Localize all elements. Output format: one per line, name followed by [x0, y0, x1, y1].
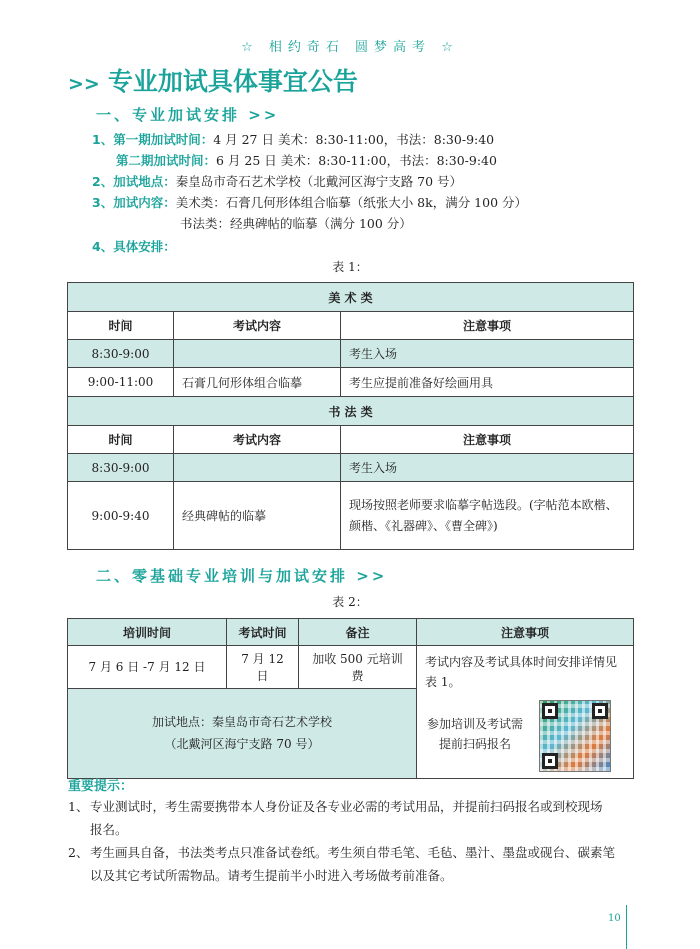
location-line: [92, 172, 462, 190]
content-art: 美术类：石膏几何形体组合临摹（纸张大小 8k，满分 100 分）: [175, 195, 528, 210]
table-row: [68, 454, 634, 482]
page-number: 10: [608, 913, 621, 924]
col-note: 注意事项: [341, 426, 634, 454]
note-text: 专业测试时，考生需要携带本人身份证及各专业必需的考试用品，并提前扫码报名或到校现场: [90, 799, 603, 814]
notice-text: 考试内容及考试具体时间安排详情见表 1。: [425, 655, 618, 689]
row-note: 考生入场: [341, 340, 634, 368]
col-content: 考试内容: [174, 312, 341, 340]
remark: 加收 500 元培训费: [299, 646, 417, 689]
col-note: 注意事项: [341, 312, 634, 340]
col-time: 时间: [68, 426, 174, 454]
period2-label: 第二期加试时间：: [116, 153, 217, 168]
period2-line: [116, 151, 497, 169]
schedule-label: 4、具体安排：: [92, 239, 176, 254]
row-time: 8:30-9:00: [68, 340, 174, 368]
schedule-line: [92, 237, 176, 255]
table-row: [68, 646, 634, 689]
page-margin-line: [626, 905, 627, 949]
row-time: 8:30-9:00: [68, 454, 174, 482]
train-time: 7 月 6 日 -7 月 12 日: [68, 646, 227, 689]
content-calligraphy: 书法类：经典碑帖的临摹（满分 100 分）: [180, 216, 412, 231]
table1-caption: 表 1：: [332, 260, 368, 274]
qr-finder-icon: [542, 753, 558, 769]
row-content: 经典碑帖的临摹: [174, 482, 341, 550]
row-content: 石膏几何形体组合临摹: [174, 368, 341, 397]
table-row: [68, 482, 634, 550]
col-content: 考试内容: [174, 426, 341, 454]
note-item: [68, 795, 640, 841]
note-text: 考生画具自备，书法类考点只准备试卷纸。考生须自带毛笔、毛毡、墨汁、墨盘或砚台、碳素笔: [90, 845, 616, 860]
row-content: [174, 454, 341, 482]
notes-title: 重要提示：: [68, 779, 134, 794]
period1-label: 1、第一期加试时间：: [92, 132, 214, 147]
col-train: 培训时间: [68, 619, 227, 646]
section2-title: 二、零基础专业培训与加试安排 >>: [96, 567, 388, 585]
title-arrows: >>: [68, 73, 100, 95]
calli-header-row: [68, 426, 634, 454]
table-row: [68, 340, 634, 368]
period2-value: 6 月 25 日 美术：8:30-11:00，书法：8:30-9:40: [216, 153, 497, 168]
table2: [67, 618, 634, 779]
period1-value: 4 月 27 日 美术：8:30-11:00，书法：8:30-9:40: [213, 132, 495, 147]
art-band-row: [68, 283, 634, 312]
scan-text: 参加培训及考试需提前扫码报名: [426, 717, 523, 751]
notice-cell: [417, 646, 634, 779]
exam-time: 7 月 12 日: [227, 646, 299, 689]
art-header-row: [68, 312, 634, 340]
note-number: 2、: [68, 845, 89, 860]
section1-title: 一、专业加试安排 >>: [96, 106, 280, 124]
calli-band-row: [68, 397, 634, 426]
calli-band: 书 法 类: [68, 397, 634, 426]
location-label: 2、加试地点：: [92, 174, 176, 189]
content-label: 3、加试内容：: [92, 195, 176, 210]
row-time: 9:00-9:40: [68, 482, 174, 550]
col-notice: 注意事项: [417, 619, 634, 646]
row-time: 9:00-11:00: [68, 368, 174, 397]
location-cell: [68, 688, 417, 778]
page-title: [68, 62, 358, 98]
period1-line: [92, 130, 494, 148]
qr-code-icon[interactable]: [539, 700, 611, 772]
col-time: 时间: [68, 312, 174, 340]
row-content: [174, 340, 341, 368]
table-row: [68, 368, 634, 397]
art-band: 美 术 类: [68, 283, 634, 312]
note-item: [68, 841, 640, 887]
note-continuation: 报名。: [90, 822, 128, 837]
qr-finder-icon: [592, 703, 608, 719]
col-remark: 备注: [299, 619, 417, 646]
table1: [67, 282, 634, 550]
location-value: 秦皇岛市奇石艺术学校（北戴河区海宁支路 70 号）: [175, 174, 463, 189]
row-note: 现场按照老师要求临摹字帖选段。(字帖范本欧楷、颜楷、《礼器碑》、《曹全碑》): [341, 482, 634, 550]
location-line1: 加试地点：秦皇岛市奇石艺术学校: [151, 715, 332, 730]
col-exam: 考试时间: [227, 619, 299, 646]
qr-finder-icon: [542, 703, 558, 719]
location-line2: （北戴河区海宁支路 70 号）: [164, 737, 320, 752]
scan-block: [425, 696, 625, 772]
note-continuation: 以及其它考试所需物品。请考生提前半小时进入考场做考前准备。: [90, 868, 453, 883]
row-note: 考生入场: [341, 454, 634, 482]
content-line: [92, 193, 527, 211]
row-note: 考生应提前准备好绘画用具: [341, 368, 634, 397]
title-text: 专业加试具体事宜公告: [107, 67, 358, 96]
note-number: 1、: [68, 799, 89, 814]
table2-caption: 表 2：: [332, 595, 368, 609]
table2-header-row: [68, 619, 634, 646]
header-slogan: ☆ 相约奇石 圆梦高考 ☆: [241, 40, 459, 55]
